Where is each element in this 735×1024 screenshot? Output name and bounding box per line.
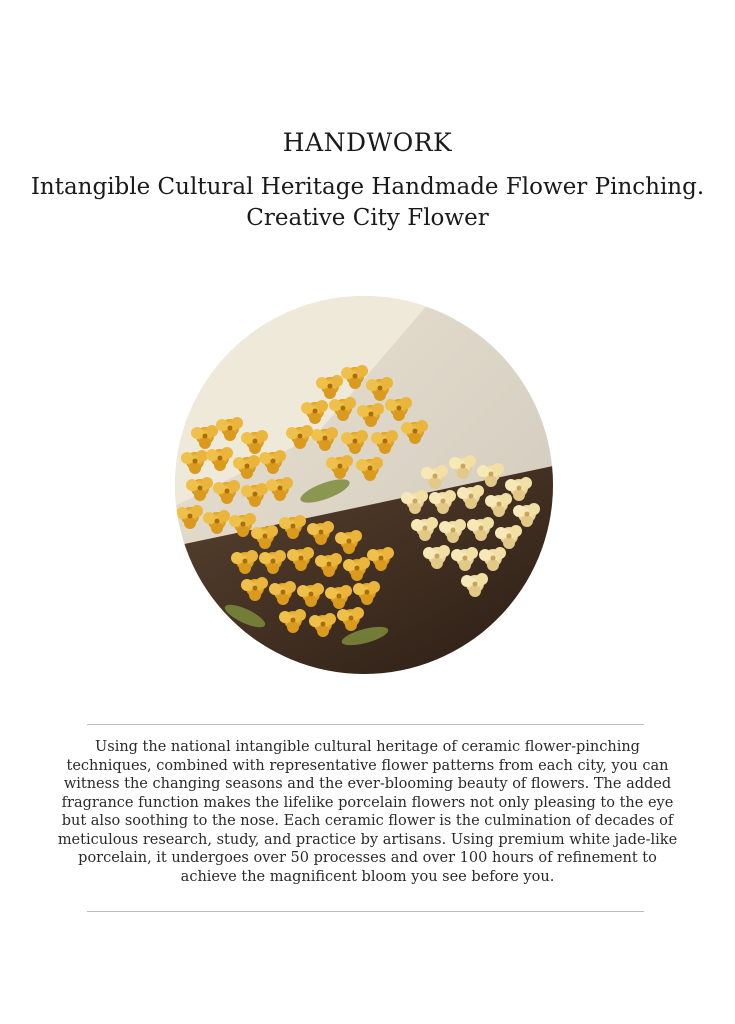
divider-top — [87, 724, 644, 725]
page-title: HANDWORK — [282, 128, 453, 157]
description-text: Using the national intangible cultural heritage of ceramic flower-pinching techniques, combined with representative flower patterns from each city, you can witness the changing seasons and the ever-blooming beauty of flowers. The added fragrance function makes the lifelike porcelain flowers not only pleasing to the eye but also soothing to the nose. Each ceramic flower is the culmination of decades of meticulous research, study, and practice by artisans. Using premium white jade-like porcelain, it undergoes over 50 processes and over 100 hours of refinement to achieve the magnificent bloom you see before you. — [57, 739, 678, 885]
ceramic-flowers-photo — [175, 296, 553, 674]
subtitle-line-1: Intangible Cultural Heritage Handmade Flower Pinching. — [30, 174, 705, 200]
divider-bottom — [87, 911, 644, 912]
ceramic-flowers-illustration — [175, 296, 553, 674]
page-subtitle — [20, 172, 715, 234]
subtitle-line-2: Creative City Flower — [246, 205, 489, 231]
